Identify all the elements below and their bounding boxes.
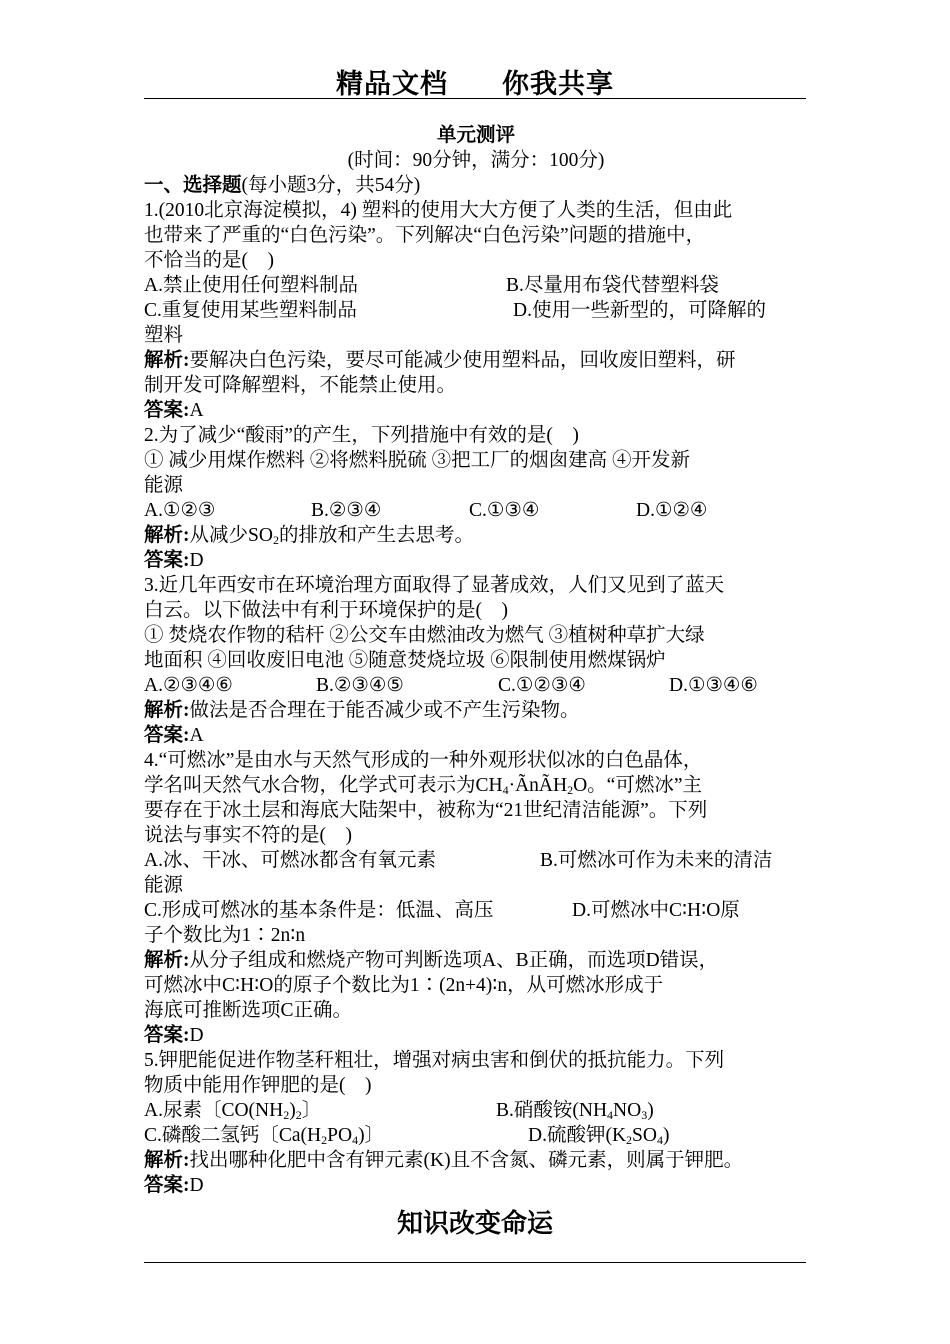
q3-option-b: B.②③④⑤ [316, 675, 404, 696]
q4-line-1: 4.“可燃冰”是由水与天然气形成的一种外观形状似冰的白色晶体， [144, 750, 703, 771]
q5-answer-value: D [189, 1175, 204, 1196]
subscript: 2 [272, 533, 279, 547]
q4-answer [144, 1023, 808, 1048]
q3-analysis [144, 698, 808, 723]
header-right-text: 你我共享 [502, 69, 614, 99]
subscript: 2 [567, 783, 574, 797]
q3-answer-value: A [189, 725, 204, 746]
q2-option-d: D.①②④ [636, 500, 708, 521]
subscript: 2 [626, 1133, 633, 1147]
q4-analysis-cont-2: 海底可推断选项C正确。 [144, 1000, 353, 1021]
section-note: (每小题3分，共54分) [241, 175, 421, 196]
page-header [144, 62, 806, 101]
q1-analysis-text: 要解决白色污染，要尽可能减少使用塑料品，回收废旧塑料，研 [189, 350, 736, 371]
analysis-label: 解析: [144, 525, 190, 546]
q3-answer [144, 723, 808, 748]
q1-options-ab [144, 273, 808, 298]
q4-line-4: 说法与事实不符的是( ) [144, 825, 352, 846]
subscript: 3 [641, 1108, 648, 1122]
doc-title: 单元测评 [436, 125, 515, 146]
q1-analysis [144, 348, 808, 373]
answer-label: 答案: [144, 550, 190, 571]
q1-option-b: B.尽量用布袋代替塑料袋 [506, 275, 719, 296]
q5-option-c-text-end: )〕 [358, 1125, 385, 1146]
answer-label: 答案: [144, 725, 190, 746]
q5-option-a [144, 1098, 496, 1123]
q5-option-b-text-end: ) [647, 1100, 654, 1121]
q3-line-3: ① 焚烧农作物的秸杆 ②公交车由燃油改为燃气 ③植树种草扩大绿 [144, 625, 705, 646]
q5-option-d [528, 1123, 669, 1148]
footer-rule [144, 1262, 806, 1263]
q2-analysis-text-end: 的排放和产生去思考。 [278, 525, 474, 546]
q1-options-cd [144, 298, 808, 323]
q4-analysis-text: 从分子组成和燃烧产物可判断选项A、B正确，而选项D错误， [189, 950, 719, 971]
q4-options-ab [144, 848, 808, 873]
q5-answer [144, 1173, 808, 1198]
q4-option-b-cont: 能源 [144, 875, 184, 896]
q3-line-4: 地面积 ④回收废旧电池 ⑤随意焚烧垃圾 ⑥限制使用燃煤锅炉 [144, 650, 666, 671]
q5-options-ab [144, 1098, 808, 1123]
q1-option-d: D.使用一些新型的，可降解的 [513, 300, 766, 321]
q5-option-d-text-end: ) [662, 1125, 670, 1146]
q5-line-2: 物质中能用作钾肥的是( ) [144, 1075, 372, 1096]
subscript: 2 [321, 1133, 328, 1147]
q4-option-a: A.冰、干冰、可燃冰都含有氧元素 [144, 850, 436, 871]
section-heading [144, 173, 808, 198]
q2-analysis [144, 523, 808, 548]
q4-line-2-text: 学名叫天然气水合物，化学式可表示为CH [144, 775, 503, 796]
q4-analysis [144, 948, 808, 973]
q2-line-2: ① 减少用煤作燃料 ②将燃料脱硫 ③把工厂的烟囱建高 ④开发新 [144, 450, 691, 471]
doc-subtitle: (时间：90分钟，满分：100分) [347, 150, 605, 171]
q5-option-a-text-end: 〕 [301, 1100, 322, 1121]
q5-option-c [144, 1123, 528, 1148]
q5-option-b-text-mid: NO [613, 1100, 642, 1121]
q4-line-2 [144, 773, 808, 798]
q5-line-1: 5.钾肥能促进作物茎秆粗壮，增强对病虫害和倒伏的抵抗能力。下列 [144, 1050, 725, 1071]
subscript: 4 [607, 1108, 614, 1122]
q3-option-c: C.①②③④ [498, 675, 586, 696]
q4-answer-value: D [189, 1025, 204, 1046]
q4-line-2-end: O。“可燃冰”主 [573, 775, 702, 796]
subscript: 2 [283, 1108, 290, 1122]
header-rule [144, 98, 806, 99]
q5-option-d-text: D.硫酸钾(K [528, 1125, 627, 1146]
q1-option-a: A.禁止使用任何塑料制品 [144, 275, 358, 296]
header-left-text: 精品文档 [336, 69, 448, 99]
q1-line-1: 1.(2010北京海淀模拟，4) 塑料的使用大大方便了人类的生活，但由此 [144, 200, 733, 221]
q4-analysis-cont-1: 可燃冰中C∶H∶O的原子个数比为1∶(2n+4)∶n，从可燃冰形成于 [144, 975, 664, 996]
q2-line-3: 能源 [144, 475, 184, 496]
q2-answer [144, 548, 808, 573]
page-footer: 知识改变命运 [396, 1209, 553, 1238]
section-label: 一、选择题 [144, 175, 242, 196]
q5-option-a-text: A.尿素〔CO(NH [144, 1100, 284, 1121]
q3-option-a: A.②③④⑥ [144, 675, 233, 696]
analysis-label: 解析: [144, 1150, 190, 1171]
q5-option-b [496, 1098, 654, 1123]
document-body [144, 123, 808, 1198]
q3-line-1: 3.近几年西安市在环境治理方面取得了显著成效，人们又见到了蓝天 [144, 575, 725, 596]
q4-options-cd [144, 898, 808, 923]
analysis-label: 解析: [144, 700, 190, 721]
q5-option-b-text: B.硝酸铵(NH [496, 1100, 608, 1121]
analysis-label: 解析: [144, 950, 190, 971]
q4-line-3: 要存在于冰土层和海底大陆架中，被称为“21世纪清洁能源”。下列 [144, 800, 708, 821]
analysis-label: 解析: [144, 350, 190, 371]
q2-answer-value: D [189, 550, 204, 571]
q2-options [144, 498, 808, 523]
q3-line-2: 白云。以下做法中有利于环境保护的是( ) [144, 600, 508, 621]
q2-option-a: A.①②③ [144, 500, 216, 521]
q2-option-b: B.②③④ [311, 500, 382, 521]
q5-option-c-text: C.磷酸二氢钙〔Ca(H [144, 1125, 322, 1146]
q1-answer [144, 398, 808, 423]
subscript: 2 [295, 1108, 302, 1122]
q1-line-3: 不恰当的是( ) [144, 250, 274, 271]
subscript: 4 [352, 1133, 359, 1147]
subscript: 4 [502, 783, 509, 797]
q4-option-d-cont: 子个数比为1∶2n∶n [144, 925, 306, 946]
answer-label: 答案: [144, 1175, 190, 1196]
q1-analysis-cont: 制开发可降解塑料，不能禁止使用。 [144, 375, 457, 396]
q4-option-c: C.形成可燃冰的基本条件是：低温、高压 [144, 900, 494, 921]
q4-option-d: D.可燃冰中C∶H∶O原 [572, 900, 740, 921]
q3-options [144, 673, 808, 698]
q1-answer-value: A [189, 400, 204, 421]
q3-analysis-text: 做法是否合理在于能否减少或不产生污染物。 [189, 700, 580, 721]
q4-line-2-mid: ·ÃnÃH [508, 775, 568, 796]
q5-analysis [144, 1148, 808, 1173]
q1-option-d-cont: 塑料 [144, 325, 184, 346]
answer-label: 答案: [144, 400, 190, 421]
q1-option-c: C.重复使用某些塑料制品 [144, 300, 357, 321]
answer-label: 答案: [144, 1025, 190, 1046]
q2-line-1: 2.为了减少“酸雨”的产生，下列措施中有效的是( ) [144, 425, 579, 446]
subscript: 4 [656, 1133, 663, 1147]
q2-analysis-text: 从减少SO [189, 525, 273, 546]
q5-option-d-text-mid: SO [632, 1125, 657, 1146]
q5-options-cd [144, 1123, 808, 1148]
q2-option-c: C.①③④ [469, 500, 540, 521]
q1-line-2: 也带来了严重的“白色污染”。下列解决“白色污染”问题的措施中， [144, 225, 706, 246]
q3-option-d: D.①③④⑥ [669, 675, 758, 696]
q4-option-b: B.可燃冰可作为未来的清洁 [540, 850, 773, 871]
q5-option-a-text-mid: ) [289, 1100, 296, 1121]
q5-analysis-text: 找出哪种化肥中含有钾元素(K)且不含氮、磷元素，则属于钾肥。 [189, 1150, 744, 1171]
q5-option-c-text-mid: PO [327, 1125, 353, 1146]
